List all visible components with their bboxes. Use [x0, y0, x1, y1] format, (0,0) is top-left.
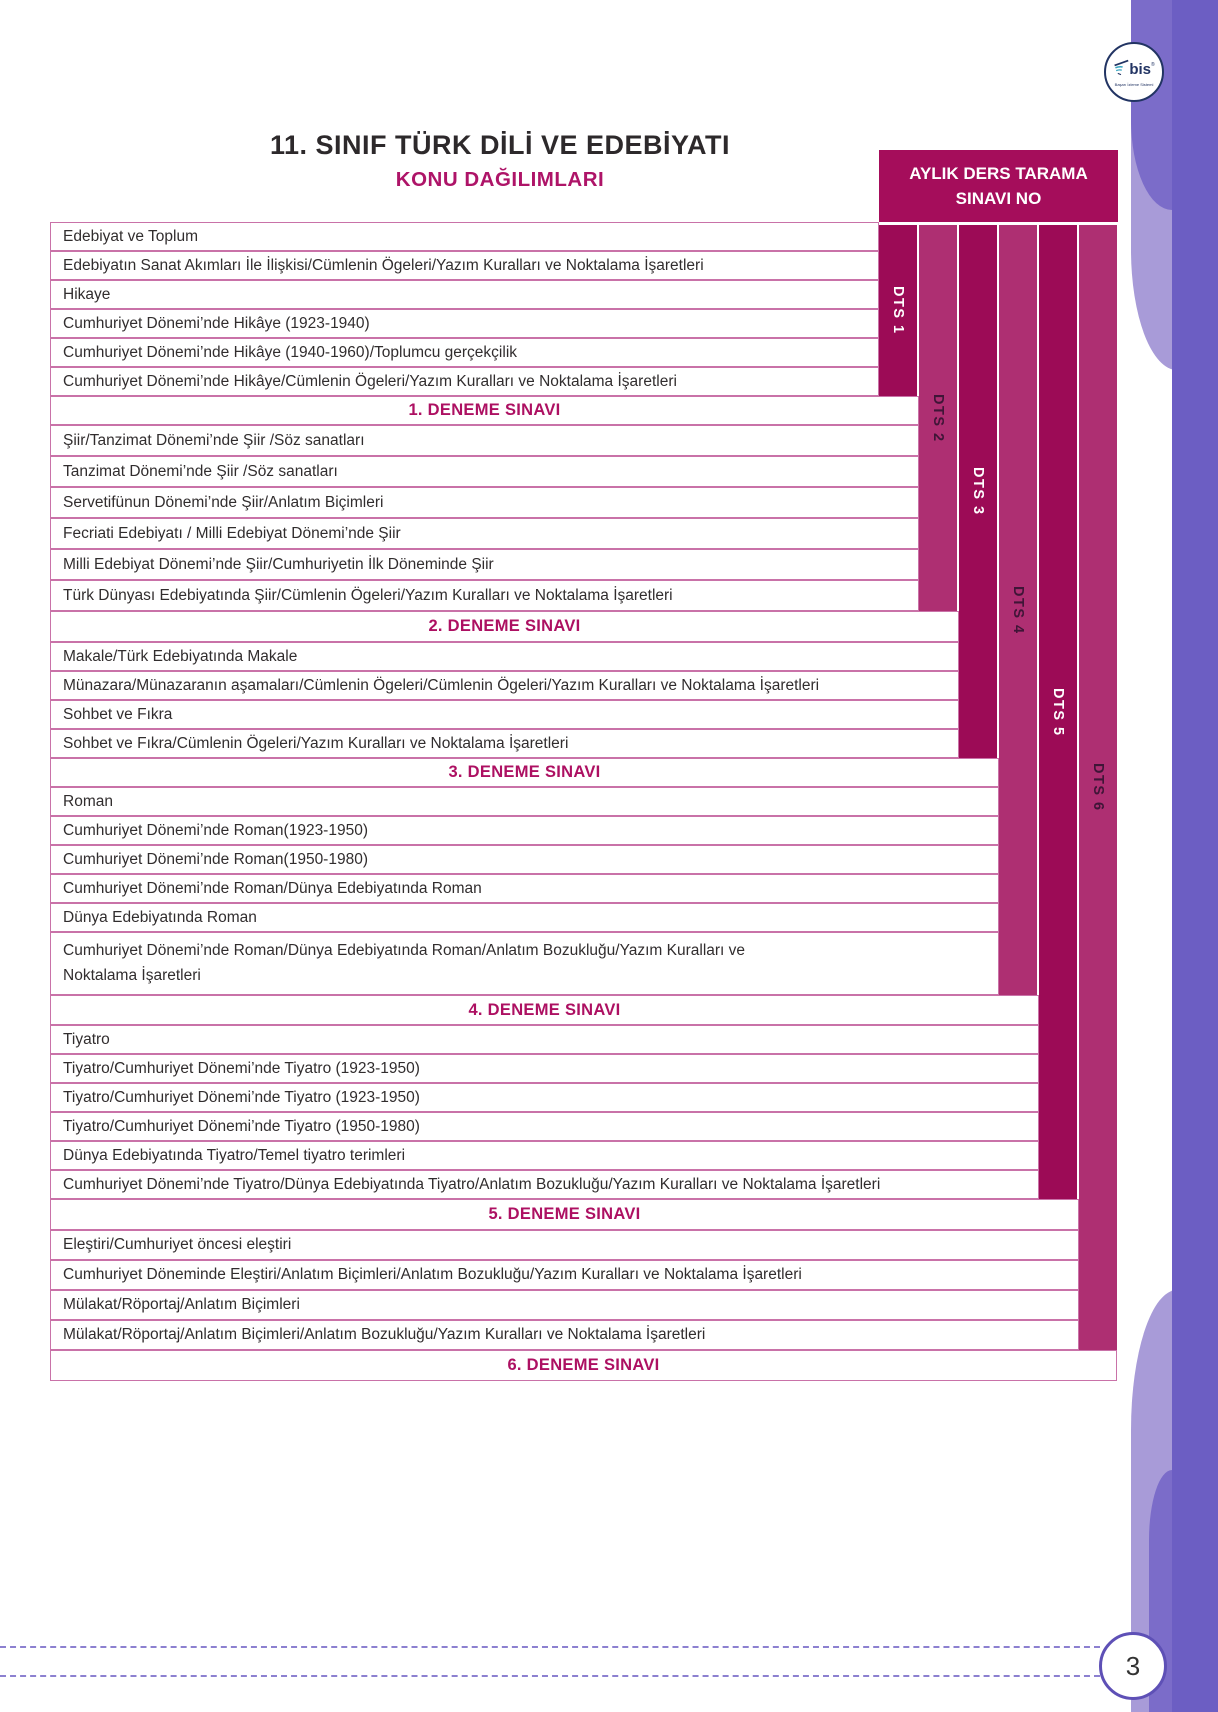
topic-row — [50, 1320, 1079, 1350]
topic-text: Hikaye — [63, 285, 111, 303]
topic-text: Dünya Edebiyatında Tiyatro/Temel tiyatro terimleri — [63, 1146, 406, 1164]
topic-text: Cumhuriyet Dönemi’nde Roman(1950-1980) — [63, 850, 368, 868]
swirl-icon — [1113, 58, 1129, 81]
dts-bar — [959, 225, 997, 758]
topic-row — [50, 1141, 1039, 1170]
topic-text: Eleştiri/Cumhuriyet öncesi eleştiri — [63, 1236, 292, 1253]
logo-wordmark: bis — [1129, 60, 1151, 78]
exam-header-box — [879, 150, 1118, 222]
topic-text: Edebiyatın Sanat Akımları İle İlişkisi/Cümlenin Ögeleri/Yazım Kuralları ve Noktalama İşaretleri — [63, 256, 704, 274]
title-block — [50, 130, 950, 192]
topic-text: Mülakat/Röportaj/Anlatım Biçimleri — [63, 1296, 300, 1313]
topic-row — [50, 280, 879, 309]
dts-bar — [919, 225, 957, 611]
page-number-badge — [1099, 1632, 1167, 1700]
topic-row — [50, 845, 999, 874]
topic-text: Şiir/Tanzimat Dönemi’nde Şiir /Söz sanatları — [63, 431, 365, 449]
dts-bar-label: DTS 5 — [1050, 687, 1066, 737]
topic-row — [50, 367, 879, 396]
deneme-row — [50, 396, 919, 425]
dts-bar-label: DTS 6 — [1090, 763, 1106, 812]
topic-row — [50, 518, 919, 549]
topic-row — [50, 932, 999, 995]
deneme-label: 4. DENEME SINAVI — [468, 1000, 621, 1019]
topic-row — [50, 1025, 1039, 1054]
topic-row — [50, 1260, 1079, 1290]
topic-row — [50, 580, 919, 611]
topic-text: Makale/Türk Edebiyatında Makale — [63, 647, 298, 665]
topic-text: Milli Edebiyat Dönemi’nde Şiir/Cumhuriyetin İlk Döneminde Şiir — [63, 555, 494, 573]
topic-text: Cumhuriyet Döneminde Eleştiri/Anlatım Biçimleri/Anlatım Bozukluğu/Yazım Kuralları ve Noktalama İşaretleri — [63, 1266, 802, 1283]
topic-row — [50, 816, 999, 845]
topic-text: Sohbet ve Fıkra — [63, 705, 173, 723]
registered-mark-icon: ® — [1151, 62, 1155, 68]
logo-tagline: Başarı İzleme Sistemi — [1114, 81, 1154, 87]
topic-text: Cumhuriyet Dönemi’nde Roman/Dünya Edebiyatında Roman — [63, 879, 482, 897]
dts-bar-label: DTS 3 — [970, 467, 986, 516]
right-band — [1172, 0, 1218, 1712]
topic-row — [50, 671, 959, 700]
topic-row — [50, 549, 919, 580]
deneme-row — [50, 1199, 1079, 1230]
footer-dashed-line-top — [0, 1646, 1100, 1648]
topic-text: Cumhuriyet Dönemi’nde Hikâye/Cümlenin Ögeleri/Yazım Kuralları ve Noktalama İşaretleri — [63, 372, 677, 390]
topic-text: Tiyatro/Cumhuriyet Dönemi’nde Tiyatro (1950-1980) — [63, 1117, 420, 1135]
topic-row — [50, 1083, 1039, 1112]
topic-row — [50, 700, 959, 729]
topic-text: Fecriati Edebiyatı / Milli Edebiyat Dönemi’nde Şiir — [63, 524, 401, 542]
bis-logo — [1104, 42, 1164, 102]
topic-text: Cumhuriyet Dönemi’nde Roman(1923-1950) — [63, 821, 368, 839]
deneme-label: 3. DENEME SINAVI — [448, 763, 601, 781]
topic-row — [50, 729, 959, 758]
deneme-row — [50, 995, 1039, 1025]
topic-text: Mülakat/Röportaj/Anlatım Biçimleri/Anlatım Bozukluğu/Yazım Kuralları ve Noktalama İşaretleri — [63, 1326, 706, 1343]
topic-row — [50, 787, 999, 816]
topic-text: Münazara/Münazaranın aşamaları/Cümlenin Ögeleri/Cümlenin Ögeleri/Yazım Kuralları ve Noktalama İşaretleri — [63, 676, 820, 694]
topic-text: Edebiyat ve Toplum — [63, 227, 198, 245]
topic-text: Cumhuriyet Dönemi’nde Tiyatro/Dünya Edebiyatında Tiyatro/Anlatım Bozukluğu/Yazım Kuralları ve Noktalama İşaretleri — [63, 1175, 881, 1193]
exam-header-line2: SINAVI NO — [955, 189, 1042, 208]
topic-row — [50, 1290, 1079, 1320]
topic-row — [50, 874, 999, 903]
topic-row — [50, 309, 879, 338]
topic-row — [50, 425, 919, 456]
deneme-label: 6. DENEME SINAVI — [507, 1356, 660, 1374]
dts-bar-label: DTS 1 — [890, 286, 906, 335]
deneme-label: 2. DENEME SINAVI — [428, 617, 581, 635]
topic-text: Sohbet ve Fıkra/Cümlenin Ögeleri/Yazım Kuralları ve Noktalama İşaretleri — [63, 734, 569, 752]
topic-row — [50, 487, 919, 518]
dts-bar — [879, 225, 917, 396]
topic-text: Cumhuriyet Dönemi’nde Roman/Dünya Edebiyatında Roman/Anlatım Bozukluğu/Yazım Kuralları ve Noktalama İşaretleri — [63, 942, 746, 984]
topic-text: Roman — [63, 792, 113, 810]
topic-text: Tanzimat Dönemi’nde Şiir /Söz sanatları — [63, 462, 338, 480]
topic-row — [50, 1170, 1039, 1199]
deneme-label: 1. DENEME SINAVI — [408, 401, 561, 419]
dts-bar-label: DTS 4 — [1010, 585, 1026, 635]
topic-text: Cumhuriyet Dönemi’nde Hikâye (1923-1940) — [63, 314, 370, 332]
topic-row — [50, 222, 879, 251]
page-title: 11. SINIF TÜRK DİLİ VE EDEBİYATI — [269, 130, 731, 160]
topic-text: Servetifünun Dönemi’nde Şiir/Anlatım Biçimleri — [63, 493, 384, 511]
topic-row — [50, 338, 879, 367]
topic-row — [50, 251, 879, 280]
deneme-row — [50, 758, 999, 787]
topic-text: Tiyatro/Cumhuriyet Dönemi’nde Tiyatro (1923-1950) — [63, 1088, 420, 1106]
topic-text: Dünya Edebiyatında Roman — [63, 908, 257, 926]
topic-text: Cumhuriyet Dönemi’nde Hikâye (1940-1960)/Toplumcu gerçekçilik — [63, 343, 518, 361]
topic-row — [50, 1112, 1039, 1141]
topic-text: Türk Dünyası Edebiyatında Şiir/Cümlenin Ögeleri/Yazım Kuralları ve Noktalama İşaretleri — [63, 586, 673, 604]
deneme-label: 5. DENEME SINAVI — [488, 1205, 641, 1223]
topic-text: Tiyatro/Cumhuriyet Dönemi’nde Tiyatro (1923-1950) — [63, 1059, 420, 1077]
dts-bar-label: DTS 2 — [930, 393, 946, 443]
dts-bar — [1079, 225, 1117, 1350]
page-number: 3 — [1125, 1650, 1141, 1681]
page-subtitle: KONU DAĞILIMLARI — [395, 168, 605, 191]
topic-row — [50, 456, 919, 487]
exam-header-line1: AYLIK DERS TARAMA — [909, 164, 1088, 183]
topic-row — [50, 903, 999, 932]
topic-text: Tiyatro — [63, 1030, 110, 1048]
deneme-row — [50, 1350, 1117, 1381]
deneme-row — [50, 611, 959, 642]
dts-bar — [999, 225, 1037, 995]
topic-row — [50, 1054, 1039, 1083]
footer-dashed-line-bottom — [0, 1675, 1100, 1677]
dts-bar — [1039, 225, 1077, 1199]
topic-row — [50, 642, 959, 671]
topic-row — [50, 1230, 1079, 1260]
